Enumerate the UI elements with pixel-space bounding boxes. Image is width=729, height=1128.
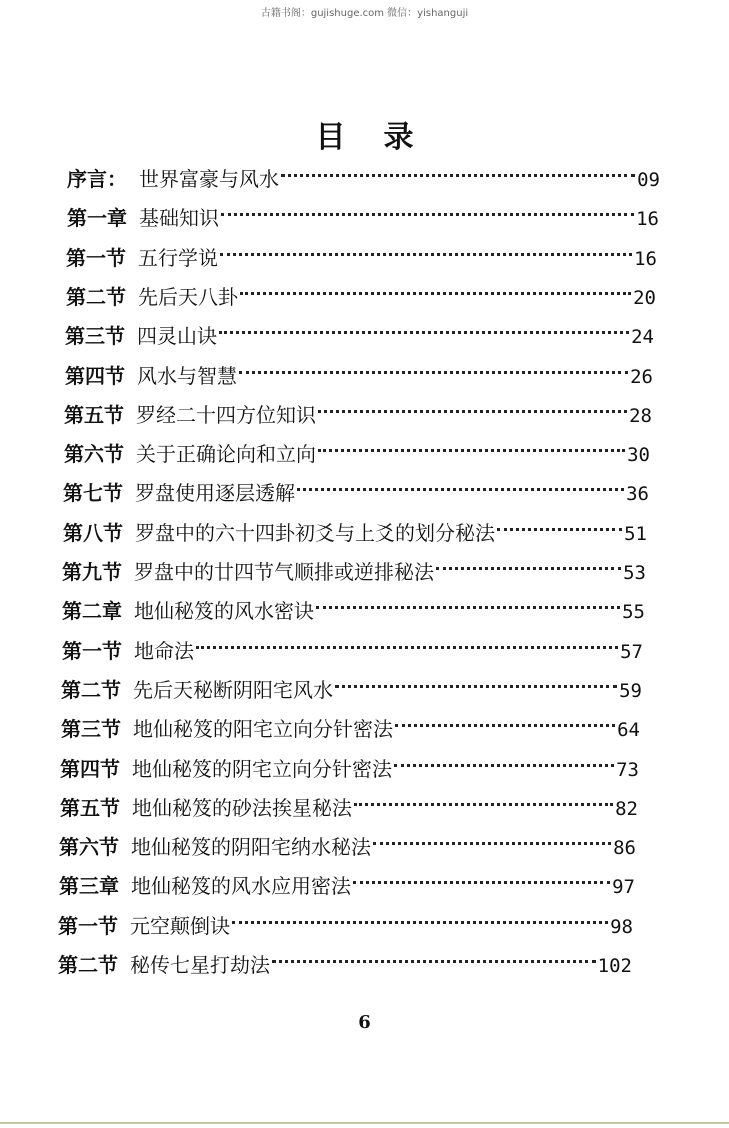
toc-entry[interactable] — [64, 400, 652, 430]
toc-entry[interactable] — [66, 243, 657, 273]
toc-entry-label: 第五节 — [60, 795, 120, 820]
toc-entry-page: 30 — [627, 444, 650, 467]
toc-entry-page: 24 — [631, 326, 654, 349]
toc-leader-dots — [272, 959, 596, 963]
toc-entry-page: 26 — [630, 365, 653, 388]
toc-entry-page: 20 — [633, 286, 656, 309]
toc-entry-page: 82 — [615, 797, 638, 820]
toc-entry-label: 第一节 — [58, 913, 118, 938]
toc-leader-dots — [239, 370, 628, 374]
toc-entry[interactable] — [59, 832, 636, 862]
toc-entry-page: 59 — [619, 679, 642, 702]
toc-entry-page: 53 — [623, 562, 646, 584]
toc-entry[interactable] — [63, 518, 647, 548]
toc-leader-dots — [335, 684, 617, 688]
toc-entry-label: 第七节 — [63, 481, 123, 506]
toc-entry-page: 16 — [636, 208, 659, 231]
toc-entry-label: 第三章 — [59, 874, 119, 899]
toc-entry-title: 罗经二十四方位知识 — [136, 402, 316, 427]
toc-entry-label: 第六节 — [64, 442, 124, 467]
toc-entry-label: 第一章 — [67, 206, 127, 231]
toc-entry[interactable] — [67, 164, 660, 194]
toc-entry-label: 第一节 — [62, 638, 122, 663]
toc-leader-dots — [354, 802, 613, 806]
toc-entry-title: 秘传七星打劫法 — [130, 953, 270, 977]
toc-entry-label: 第五节 — [64, 402, 124, 427]
toc-entry-page: 51 — [624, 522, 647, 545]
toc-entry-title: 元空颠倒诀 — [130, 913, 230, 938]
toc-entry[interactable] — [59, 871, 635, 901]
toc-entry-title: 关于正确论向和立向 — [136, 442, 316, 467]
toc-entry-title: 四灵山诀 — [137, 324, 217, 349]
toc-entry-title: 罗盘中的廿四节气顺排或逆排秘法 — [134, 560, 434, 584]
toc-leader-dots — [395, 723, 615, 727]
toc-entry-label: 第九节 — [62, 560, 122, 584]
toc-entry-title: 地命法 — [134, 638, 194, 663]
toc-entry-label: 第三节 — [61, 717, 121, 742]
toc-entry-page: 36 — [626, 483, 649, 506]
toc-entry-page: 86 — [613, 837, 636, 860]
toc-leader-dots — [221, 212, 634, 216]
toc-entry[interactable] — [66, 282, 656, 312]
toc-entry-title: 罗盘使用逐层透解 — [135, 481, 295, 506]
toc-entry-label: 第二节 — [66, 284, 126, 309]
toc-entry-page: 57 — [620, 640, 643, 663]
toc-leader-dots — [373, 841, 611, 845]
toc-entry-page: 64 — [617, 719, 640, 742]
toc-leader-dots — [318, 409, 627, 413]
toc-entry-title: 风水与智慧 — [137, 363, 237, 388]
toc-entry-title: 先后天八卦 — [138, 284, 238, 309]
toc-entry-page: 102 — [597, 955, 632, 977]
toc-entry-title: 基础知识 — [139, 206, 219, 231]
toc-entry-page: 55 — [622, 601, 645, 624]
toc-entry[interactable] — [61, 714, 640, 744]
toc-entry[interactable] — [58, 950, 632, 980]
toc-entry-title: 地仙秘笈的砂法挨星秘法 — [132, 795, 352, 820]
toc-entry-page: 16 — [634, 247, 657, 270]
toc-entry-label: 第四节 — [60, 756, 120, 781]
toc-entry[interactable] — [61, 675, 642, 705]
toc-leader-dots — [232, 920, 608, 924]
toc-leader-dots — [220, 252, 632, 256]
toc-entry[interactable] — [67, 203, 659, 233]
toc-leader-dots — [353, 880, 610, 884]
toc-leader-dots — [394, 763, 614, 767]
toc-entry[interactable] — [60, 754, 639, 784]
page-number: 6 — [358, 1012, 371, 1033]
toc-entry-page: 09 — [637, 169, 660, 191]
toc-entry-label: 第二节 — [58, 953, 118, 977]
toc-entry-label: 序言： — [67, 167, 127, 191]
toc-entry[interactable] — [65, 361, 653, 391]
toc-entry-title: 罗盘中的六十四卦初爻与上爻的划分秘法 — [135, 520, 495, 545]
toc-entry-page: 98 — [610, 915, 633, 938]
toc-entry-page: 28 — [629, 404, 652, 427]
toc-entry-title: 五行学说 — [138, 245, 218, 270]
toc-entry-label: 第六节 — [59, 835, 119, 860]
page-title: 目录 — [315, 120, 452, 155]
toc-entry-label: 第八节 — [63, 520, 123, 545]
toc-entry[interactable] — [62, 596, 645, 626]
toc-entry[interactable] — [64, 439, 650, 469]
toc-entry[interactable] — [58, 911, 633, 941]
toc-entry[interactable] — [62, 636, 643, 666]
toc-leader-dots — [297, 487, 624, 491]
toc-leader-dots — [316, 605, 620, 609]
toc-entry-title: 地仙秘笈的阴宅立向分针密法 — [132, 756, 392, 781]
toc-entry-label: 第一节 — [66, 245, 126, 270]
toc-entry[interactable] — [65, 321, 654, 351]
toc-entry-title: 地仙秘笈的风水密诀 — [134, 599, 314, 624]
watermark: 古籍书阁：gujishuge.com 微信：yishanguji — [260, 8, 469, 19]
toc-entry[interactable] — [62, 557, 646, 587]
toc-entry-page: 73 — [616, 758, 639, 781]
toc-entry-title: 先后天秘断阴阳宅风水 — [133, 677, 333, 702]
toc-entry-label: 第三节 — [65, 324, 125, 349]
bottom-rule — [0, 1122, 729, 1124]
toc-leader-dots — [219, 330, 629, 334]
toc-leader-dots — [497, 527, 622, 531]
toc-leader-dots — [436, 566, 621, 570]
toc-leader-dots — [281, 173, 635, 177]
toc-entry-title: 地仙秘笈的风水应用密法 — [131, 874, 351, 899]
toc-leader-dots — [318, 448, 625, 452]
toc-entry-page: 97 — [612, 876, 635, 899]
toc-entry[interactable] — [63, 478, 649, 508]
toc-entry-title: 世界富豪与风水 — [139, 167, 279, 191]
toc-entry-label: 第二节 — [61, 677, 121, 702]
toc-leader-dots — [196, 645, 618, 649]
toc-entry[interactable] — [60, 793, 638, 823]
toc-leader-dots — [240, 291, 631, 295]
toc-entry-title: 地仙秘笈的阳宅立向分针密法 — [133, 717, 393, 742]
toc-entry-title: 地仙秘笈的阴阳宅纳水秘法 — [131, 835, 371, 860]
toc-entry-label: 第二章 — [62, 599, 122, 624]
toc-entry-label: 第四节 — [65, 363, 125, 388]
